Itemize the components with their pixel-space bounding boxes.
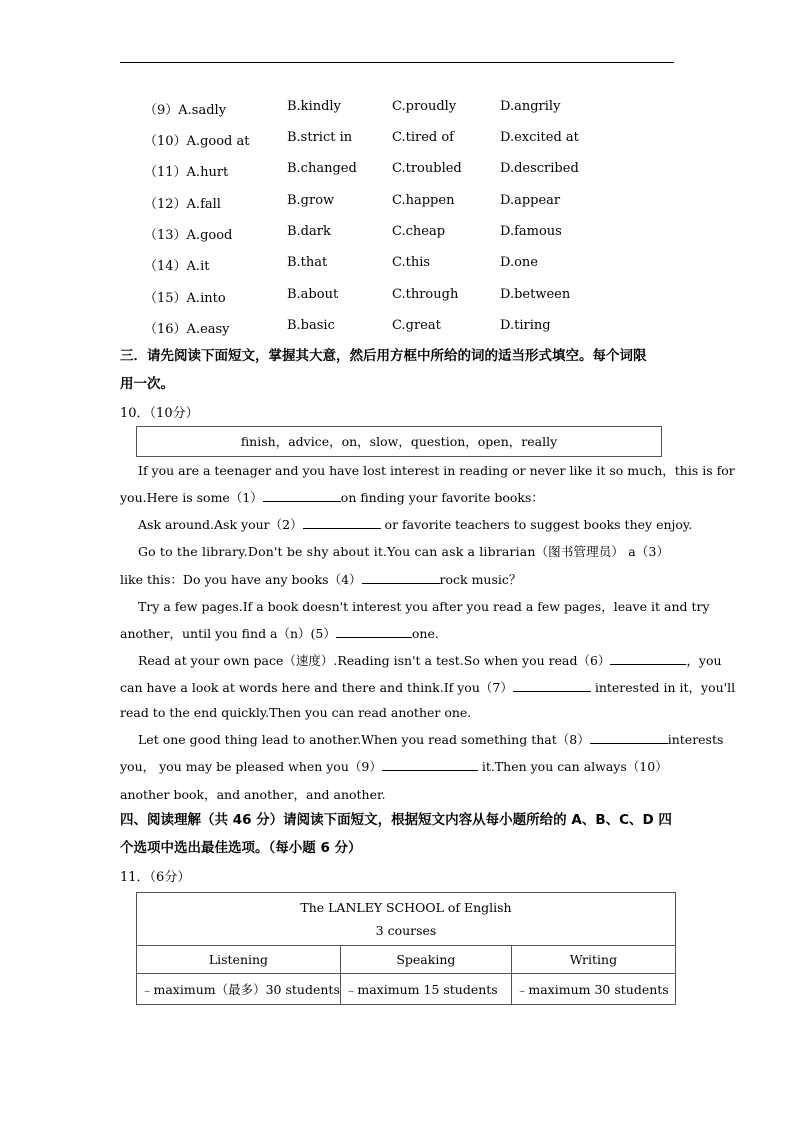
option-a: （15）A.into — [144, 291, 226, 306]
passage-line: Go to the library.Don't be shy about it.You can ask a librarian（图书管理员） a（3） — [138, 544, 670, 559]
option-row-15 — [0, 287, 794, 307]
passage-line: another book，and another，and another. — [120, 787, 386, 802]
word-box: finish，advice，on，slow，question，open，really — [136, 426, 662, 457]
section-3-heading — [120, 342, 676, 398]
option-row-9 — [0, 99, 794, 119]
option-a: （9）A.sadly — [144, 103, 227, 118]
passage-line — [120, 678, 735, 696]
passage-line: Try a few pages.If a book doesn't interest you after you read a few pages，leave it and try — [138, 599, 710, 614]
option-c: C.troubled — [392, 161, 462, 176]
option-c: C.happen — [392, 193, 455, 208]
option-a: （11）A.hurt — [144, 165, 229, 180]
option-row-14 — [0, 255, 794, 275]
passage-line — [120, 624, 439, 642]
option-d: D.excited at — [500, 130, 579, 145]
option-row-10 — [0, 130, 794, 150]
passage-line — [138, 730, 723, 748]
passage-line: read to the end quickly.Then you can read another one. — [120, 705, 472, 720]
passage-text: you， you may be pleased when you（9） — [120, 759, 382, 774]
passage-text: it.Then you can always（10） — [477, 759, 668, 774]
blank-9[interactable] — [382, 757, 478, 771]
table-title-cell — [137, 893, 676, 946]
passage-line — [138, 515, 692, 533]
option-d: D.tiring — [500, 318, 551, 333]
passage-text: Let one good thing lead to another.When you read something that（8） — [138, 732, 590, 747]
passage-text: rock music？ — [439, 572, 522, 587]
option-b: B.basic — [287, 318, 335, 333]
header-rule — [120, 62, 674, 63]
blank-6[interactable] — [610, 651, 686, 665]
option-d: D.angrily — [500, 99, 561, 114]
option-b: B.strict in — [287, 130, 353, 145]
option-b: B.about — [287, 287, 339, 302]
passage-text: or favorite teachers to suggest books they enjoy. — [380, 517, 693, 532]
section-3-line-1: 三．请先阅读下面短文，掌握其大意，然后用方框中所给的词的适当形式填空。每个词限 — [120, 348, 647, 364]
option-a: （13）A.good — [144, 228, 233, 243]
passage-text: Read at your own pace（速度）.Reading isn't a test.So when you read（6） — [138, 653, 611, 668]
passage-line — [120, 757, 668, 775]
option-c: C.cheap — [392, 224, 446, 239]
passage-line — [120, 570, 521, 588]
option-c: C.proudly — [392, 99, 457, 114]
option-d: D.famous — [500, 224, 562, 239]
passage-text: like this：Do you have any books（4） — [120, 572, 362, 587]
section-4-heading — [120, 806, 676, 862]
option-d: D.described — [500, 161, 579, 176]
passage-line — [138, 651, 722, 669]
option-c: C.this — [392, 255, 431, 270]
option-b: B.grow — [287, 193, 335, 208]
option-row-12 — [0, 193, 794, 213]
blank-2[interactable] — [303, 515, 381, 529]
option-a: （16）A.easy — [144, 322, 230, 337]
table-cell: ﹣maximum 15 students — [340, 974, 511, 1005]
question-11-label: 11．（6分） — [120, 870, 191, 885]
option-a: （12）A.fall — [144, 197, 221, 212]
passage-text: Ask around.Ask your（2） — [138, 517, 303, 532]
school-course-table — [136, 892, 676, 1005]
option-c: C.through — [392, 287, 459, 302]
option-d: D.appear — [500, 193, 561, 208]
passage-text: another，until you find a（n）(5） — [120, 626, 336, 641]
passage-text: interests — [667, 732, 724, 747]
column-header-speaking: Speaking — [340, 946, 511, 974]
section-3-line-2: 用一次。 — [120, 376, 174, 392]
option-b: B.that — [287, 255, 328, 270]
option-row-13 — [0, 224, 794, 244]
column-header-listening: Listening — [137, 946, 341, 974]
passage-text: can have a look at words here and there and think.If you（7） — [120, 680, 513, 695]
option-c: C.great — [392, 318, 441, 333]
passage-text: interested in it，you'll — [590, 680, 736, 695]
passage-line — [120, 488, 544, 506]
option-row-16 — [0, 318, 794, 338]
table-cell: ﹣maximum 30 students — [511, 974, 675, 1005]
option-a: （14）A.it — [144, 259, 210, 274]
table-title: The LANLEY SCHOOL of English — [300, 900, 512, 915]
section-4-line-1: 四、阅读理解（共 46 分）请阅读下面短文，根据短文内容从每小题所给的 A、B、C、D 四 — [120, 812, 672, 828]
blank-7[interactable] — [513, 678, 591, 692]
blank-5[interactable] — [336, 624, 412, 638]
question-10-label: 10．（10分） — [120, 406, 199, 421]
passage-line: If you are a teenager and you have lost interest in reading or never like it so much，this is for — [138, 463, 735, 478]
table-cell: ﹣maximum（最多）30 students — [137, 974, 341, 1005]
table-subtitle: 3 courses — [375, 923, 437, 938]
option-c: C.tired of — [392, 130, 454, 145]
option-d: D.between — [500, 287, 571, 302]
passage-text: on finding your favorite books： — [340, 490, 544, 505]
option-b: B.kindly — [287, 99, 341, 114]
column-header-writing: Writing — [511, 946, 675, 974]
option-a: （10）A.good at — [144, 134, 250, 149]
option-row-11 — [0, 161, 794, 181]
blank-8[interactable] — [590, 730, 668, 744]
option-d: D.one — [500, 255, 538, 270]
passage-text: you.Here is some（1） — [120, 490, 263, 505]
blank-1[interactable] — [263, 488, 341, 502]
option-b: B.dark — [287, 224, 331, 239]
section-4-line-2: 个选项中选出最佳选项。（每小题 6 分） — [120, 840, 362, 856]
blank-4[interactable] — [362, 570, 440, 584]
passage-text: one. — [411, 626, 439, 641]
option-b: B.changed — [287, 161, 357, 176]
passage-text: ，you — [686, 653, 722, 668]
